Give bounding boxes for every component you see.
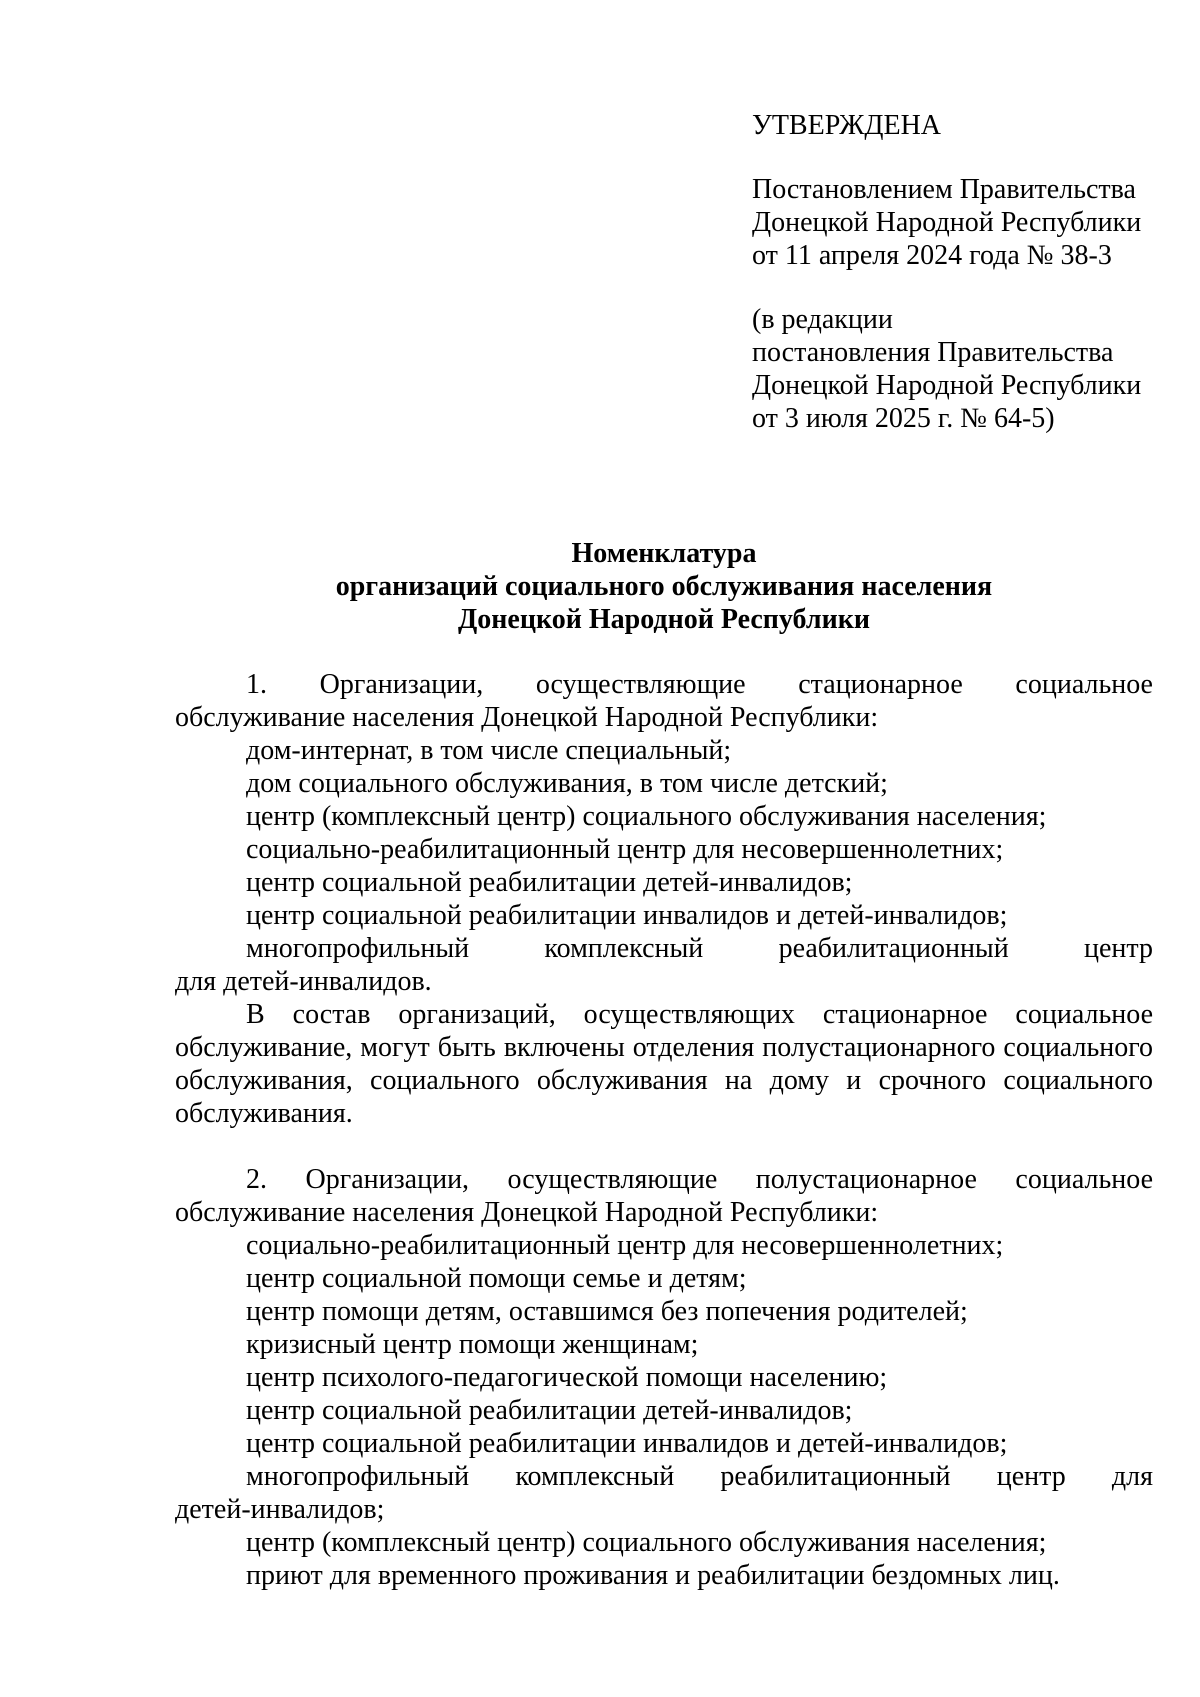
title-line: Номенклатура: [571, 538, 757, 569]
approval-edition-line: постановления Правительства: [752, 337, 1114, 368]
approval-decree-line: Постановлением Правительства: [752, 174, 1136, 205]
section1-intro: 1. Организации, осуществляющие стационарное социальное: [246, 669, 1153, 700]
section1-list-item: дом социального обслуживания, в том числе детский;: [246, 768, 888, 799]
approval-edition-line: от 3 июля 2025 г. № 64-5): [752, 403, 1055, 434]
section2-list-item: приют для временного проживания и реабилитации бездомных лиц.: [246, 1560, 1060, 1591]
section2-list-item: центр социальной реабилитации детей-инвалидов;: [246, 1395, 853, 1426]
section-spacer: [175, 1130, 1153, 1163]
section2-list-item: многопрофильный комплексный реабилитационный центр для: [246, 1461, 1153, 1492]
section2-list-item: центр социальной реабилитации инвалидов и детей-инвалидов;: [246, 1428, 1008, 1459]
document-title: [175, 537, 1153, 636]
section1-list-item: дом-интернат, в том числе специальный;: [246, 735, 732, 766]
section2-list-item: центр помощи детям, оставшимся без попечения родителей;: [246, 1296, 968, 1327]
section2-list-item: кризисный центр помощи женщинам;: [246, 1329, 699, 1360]
section2-intro-cont: обслуживание населения Донецкой Народной Республики:: [175, 1197, 879, 1228]
section1-list-item: центр социальной реабилитации инвалидов и детей-инвалидов;: [246, 900, 1008, 931]
approval-block: [752, 109, 1172, 435]
section2-list-item: социально-реабилитационный центр для несовершеннолетних;: [246, 1230, 1004, 1261]
approval-decree-line: от 11 апреля 2024 года № 38-3: [752, 240, 1112, 271]
section1-list-item: многопрофильный комплексный реабилитационный центр: [246, 933, 1153, 964]
approval-stamp: УТВЕРЖДЕНА: [752, 110, 942, 141]
document-body: [175, 668, 1153, 1592]
section2-intro: 2. Организации, осуществляющие полустационарное социальное: [246, 1164, 1153, 1195]
title-line: организаций социального обслуживания населения: [335, 571, 993, 602]
section2-list-item: центр психолого-педагогической помощи населению;: [246, 1362, 888, 1393]
section1-intro-cont: обслуживание населения Донецкой Народной Республики:: [175, 702, 879, 733]
section2-list-item-cont: детей-инвалидов;: [175, 1494, 385, 1525]
title-line: Донецкой Народной Республики: [458, 604, 870, 635]
section1-list-item: центр социальной реабилитации детей-инвалидов;: [246, 867, 853, 898]
section1-note: В состав организаций, осуществляющих стационарное социальное обслуживание, могут быть включены отделения полустационарного социального обслуживания, социального обслуживания на дому и срочного социального обслуживания.: [175, 999, 1153, 1129]
approval-edition-line: Донецкой Народной Республики: [752, 370, 1142, 401]
approval-decree-line: Донецкой Народной Республики: [752, 207, 1142, 238]
section1-list-item-cont: для детей-инвалидов.: [175, 966, 432, 997]
section2-list-item: центр социальной помощи семье и детям;: [246, 1263, 747, 1294]
section1-list-item: социально-реабилитационный центр для несовершеннолетних;: [246, 834, 1004, 865]
section1-list-item: центр (комплексный центр) социального обслуживания населения;: [246, 801, 1047, 832]
section2-list-item: центр (комплексный центр) социального обслуживания населения;: [246, 1527, 1047, 1558]
approval-edition-line: (в редакции: [752, 304, 893, 335]
approval-edition: [752, 303, 1172, 435]
approval-decree: [752, 173, 1172, 272]
